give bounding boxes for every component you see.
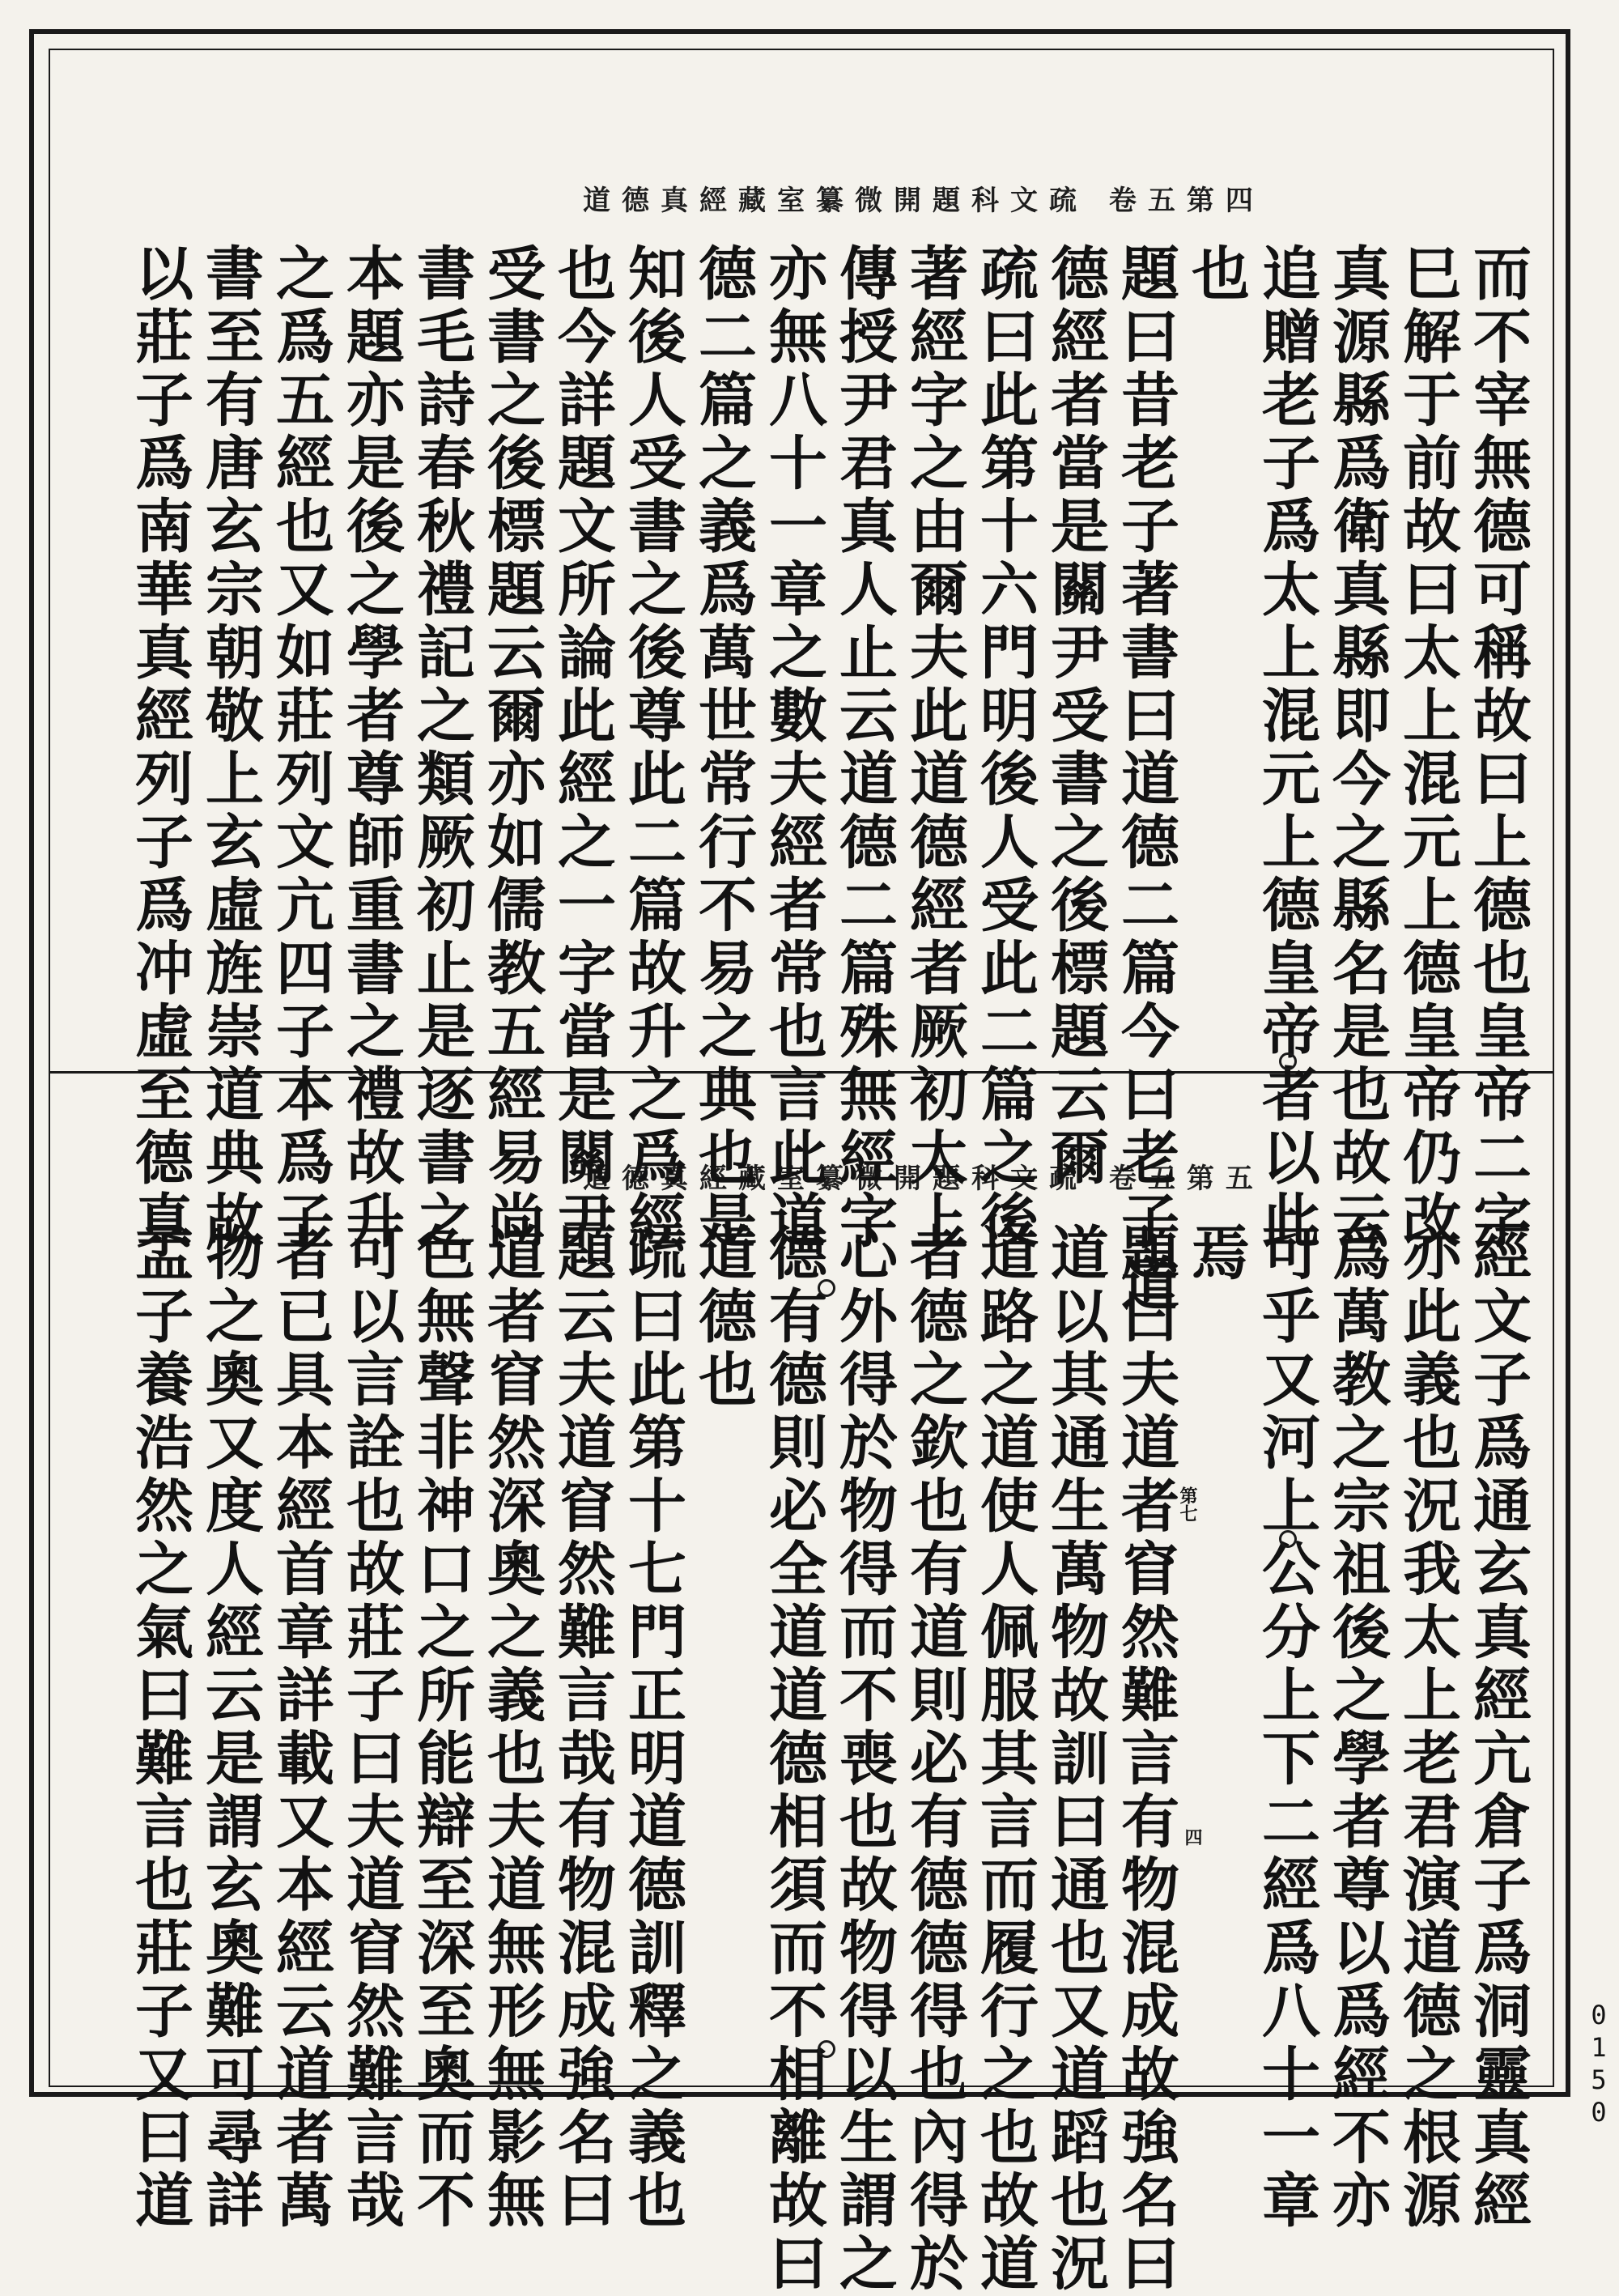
text-column: 而不宰無德可稱故曰上德也皇帝二字	[1464, 243, 1532, 1253]
circle-mark	[1279, 1052, 1297, 1070]
header-bottom: 道德真經藏室纂微開題科文疏 卷五第五	[583, 1163, 1264, 1195]
circle-mark	[818, 2040, 835, 2058]
text-column: 物之奧又度人經云是謂玄奧難可尋詳	[196, 1222, 265, 2233]
text-column: 書毛詩春秋禮記之類厥初止是逐書之	[407, 243, 476, 1253]
text-column: 道者窅然深奧之義也夫道無形無影無	[478, 1222, 546, 2233]
text-column: 題曰夫道者窅然難言有物混成故強名曰	[1111, 1222, 1180, 2296]
text-column: 亦無八十一章之數夫經者常也言此道	[759, 243, 828, 1253]
text-column: 心外得於物得而不喪也故物得以生謂之	[830, 1222, 899, 2296]
text-column: 德經者當是關尹受書之後標題云爾	[1041, 243, 1110, 1190]
text-column: 真源縣爲衛真縣即今之縣名是也故云	[1323, 243, 1392, 1253]
text-column: 疏曰此第十七門正明道德訓釋之義也	[618, 1222, 687, 2233]
text-column: 者德之欽也有道則必有德德得也內得於	[900, 1222, 969, 2296]
text-column: 知後人受書之後尊此二篇故升之爲經	[618, 243, 687, 1253]
text-column: 色無聲非神口之所能辯至深至奧而不	[407, 1222, 476, 2233]
header-top: 道德真經藏室纂微開題科文疏 卷五第四	[583, 185, 1264, 217]
text-column: 道以其通生萬物故訓曰通也又道蹈也況	[1041, 1222, 1110, 2296]
circle-mark	[1279, 1530, 1297, 1548]
text-column: 追贈老子爲太上混元上德皇帝者以此	[1252, 243, 1321, 1253]
text-column: 書至有唐玄宗朝敬上玄虛旌崇道典故	[196, 243, 265, 1253]
text-column: 疏曰此第十六門明後人受此二篇之後	[971, 243, 1039, 1253]
text-column: 之爲五經也又如莊列文亢四子本爲子	[266, 243, 335, 1253]
text-column: 者已具本經首章詳載又本經云道者萬	[266, 1222, 335, 2233]
text-column: 德有德則必全道道德相須而不相離故曰	[759, 1222, 828, 2296]
text-column: 爲萬教之宗祖後之學者尊以爲經不亦	[1323, 1222, 1392, 2233]
text-column: 著經字之由爾夫此道德經者厥初太上	[900, 243, 969, 1253]
text-column: 本題亦是後之學者尊師重書之禮故升	[337, 243, 406, 1253]
text-column: 傳授尹君真人止云道德二篇殊無經字	[830, 243, 899, 1253]
annotation-label: 第七	[1177, 1486, 1198, 1522]
text-column: 受書之後標題云爾亦如儒教五經易尚	[478, 243, 546, 1253]
text-column: 德二篇之義爲萬世常行不易之典也是	[689, 243, 758, 1253]
text-column: 亦此義也況我太上老君演道德之根源	[1393, 1222, 1462, 2233]
text-column: 可以言詮也故莊子曰夫道窅然難言哉	[337, 1222, 406, 2233]
text-column: 也	[1182, 243, 1251, 306]
text-column: 以莊子爲南華真經列子爲冲虛至德真	[125, 243, 194, 1253]
text-column: 巳解于前故曰太上混元上德皇帝仍改	[1393, 243, 1462, 1253]
page-number: 0150	[1583, 2000, 1614, 2129]
text-column: 題曰昔老子著書曰道德二篇今曰老子道	[1111, 243, 1180, 1316]
text-column: 題云夫道窅然難言哉有物混成強名曰	[548, 1222, 617, 2233]
text-column: 焉	[1182, 1222, 1251, 1286]
text-column: 經文子爲通玄真經亢倉子爲洞靈真經	[1464, 1222, 1532, 2233]
circle-mark	[818, 1279, 835, 1297]
text-column: 也今詳題文所論此經之一字當是關尹	[548, 243, 617, 1253]
annotation-note: 四	[1182, 1828, 1203, 1846]
text-column: 道德也	[689, 1222, 758, 1412]
text-column: 可乎又河上公分上下二經爲八十一章	[1252, 1222, 1321, 2233]
text-column: 道路之道使人佩服其言而履行之也故道	[971, 1222, 1039, 2296]
text-column: 孟子養浩然之氣曰難言也莊子又曰道	[125, 1222, 194, 2233]
